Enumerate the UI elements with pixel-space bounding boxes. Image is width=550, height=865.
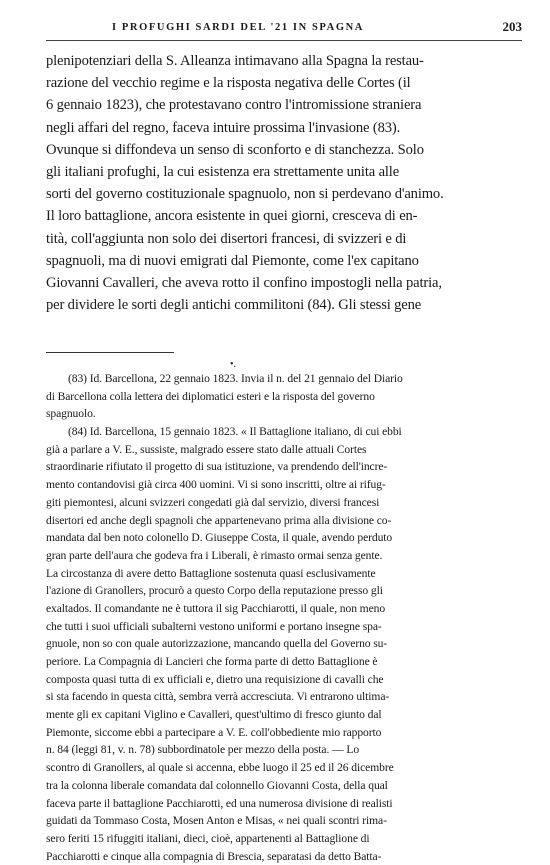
footnote-line: mento contandovisi già circa 400 uomini. Vi si sono inscritti, oltre ai rifug- (46, 478, 386, 492)
body-line: per dividere le sorti degli antichi commilitoni (84). Gli stessi gene (46, 297, 422, 314)
footnotes (46, 370, 522, 865)
footnote-line: l'azione di Granollers, procurò a questo Corpo della reputazione presso gli (46, 584, 383, 598)
footnote-line: che tutti i suoi ufficiali subalterni vestono uniformi e portano insegne spa- (46, 619, 382, 633)
body-line: tità, coll'aggiunta non solo dei disertori francesi, di svizzeri e di (46, 230, 407, 247)
footnote-line: mente gli ex capitani Viglino e Cavalleri, quest'ultimo di fresco giunto dal (46, 708, 382, 722)
footnote-line: sero feriti 15 rifuggiti italiani, dieci, cioè, appartenenti al Battaglione di (46, 831, 370, 845)
footnote-line: (84) Id. Barcellona, 15 gennaio 1823. « Il Battaglione italiano, di cui ebbi (68, 425, 402, 439)
footnote-line: La circostanza di avere detto Battaglione sostenuta quasi esclusivamente (46, 566, 376, 580)
footnote-line: periore. La Compagnia di Lancieri che forma parte di detto Battaglione è (46, 655, 378, 668)
footnote-line: gnuole, non so con quale autorizzazione, mancando quella del Governo su- (46, 637, 388, 651)
footnote-line: scontro di Granollers, al quale si accenna, ebbe luogo il 25 ed il 26 dicembre (46, 761, 394, 775)
body-text (46, 50, 522, 316)
footnote-line: guidati da Tommaso Costa, Mosen Anton e Misas, « nei quali scontri rima- (46, 814, 387, 828)
footnote-line: straordinarie rifiutato il progetto di sua istituzione, va prendendo dell'incre- (46, 460, 388, 474)
body-line: negli affari del regno, faceva intuire prossima l'invasione (83). (46, 119, 401, 136)
footnote-line: spagnuolo. (46, 407, 96, 421)
body-line: plenipotenziari della S. Alleanza intimavano alla Spagna la restau- (46, 53, 424, 69)
footnote-line: Piemonte, siccome ebbi a partecipare a V. E. coll'obbediente mio rapporto (46, 725, 382, 739)
footnote-line: disertori ed anche degli spagnoli che appartenevano prima alla divisione co- (46, 513, 392, 527)
footnote-line: n. 84 (leggi 81, v. n. 78) subbordinatole per mezzo della posta. — Lo (46, 743, 360, 757)
footnote-line: (83) Id. Barcellona, 22 gennaio 1823. Invia il n. del 21 gennaio del Diario (68, 372, 403, 385)
body-line: gli italiani profughi, la cui esistenza era strettamente unita alle (46, 163, 400, 180)
footnote-line: si sta facendo in questa città, sembra verrà accresciuta. Vi entrarono ultima- (46, 690, 390, 704)
footnote-line: tra la colonna liberale comandata dal colonnello Giovanni Costa, della qual (46, 778, 388, 792)
footnote-line: gran parte dell'aura che godeva fra i Liberali, è rimasto ormai senza gente. (46, 548, 383, 562)
body-line: razione del vecchio regime e la risposta negativa delle Cortes (il (46, 75, 411, 92)
footnote-line: di Barcellona colla lettera dei diplomatici esteri e la risposta del governo (46, 389, 375, 403)
footnote-line: mandata dal ben noto colonello D. Giuseppe Costa, il quale, avendo perduto (46, 531, 393, 545)
page-number: 203 (502, 19, 522, 34)
page-header (46, 18, 522, 41)
running-head: I PROFUGHI SARDI DEL '21 IN SPAGNA (112, 22, 364, 33)
footnote-line: già a parlare a V. E., sussiste, malgrado essere stato dalle attuali Cortes (46, 442, 367, 456)
footnote-separator (46, 352, 174, 353)
body-line: Ovunque si diffondeva un senso di sconforto e di stanchezza. Solo (46, 141, 424, 158)
divider-mark: •. (230, 359, 237, 370)
body-line: Il loro battaglione, ancora esistente in quei giorni, cresceva di en- (46, 208, 418, 225)
footnote-line: exaltados. Il comandante ne è tuttora il sig Pacchiarotti, il quale, non meno (46, 601, 386, 615)
footnote-line: Pacchiarotti e cinque alla compagnia di Brescia, separatasi da detto Batta- (46, 849, 382, 863)
body-line: Giovanni Cavalleri, che aveva rotto il confino impostogli nella patria, (46, 274, 442, 291)
footnote-line: composta quasi tutta di ex ufficiali e, dietro una requisizione di cavalli che (46, 672, 384, 686)
body-line: spagnuoli, ma di nuovi emigrati dal Piemonte, come l'ex capitano (46, 252, 419, 269)
body-line: 6 gennaio 1823), che protestavano contro l'intromissione straniera (46, 97, 422, 114)
footnote-line: giti piemontesi, alcuni svizzeri congedati già dal servizio, diversi francesi (46, 495, 380, 509)
body-line: sorti del governo costituzionale spagnuolo, non si perdevano d'animo. (46, 186, 444, 203)
footnote-line: faceva parte il battaglione Pacchiarotti, ed una numerosa divisione di realisti (46, 796, 393, 810)
